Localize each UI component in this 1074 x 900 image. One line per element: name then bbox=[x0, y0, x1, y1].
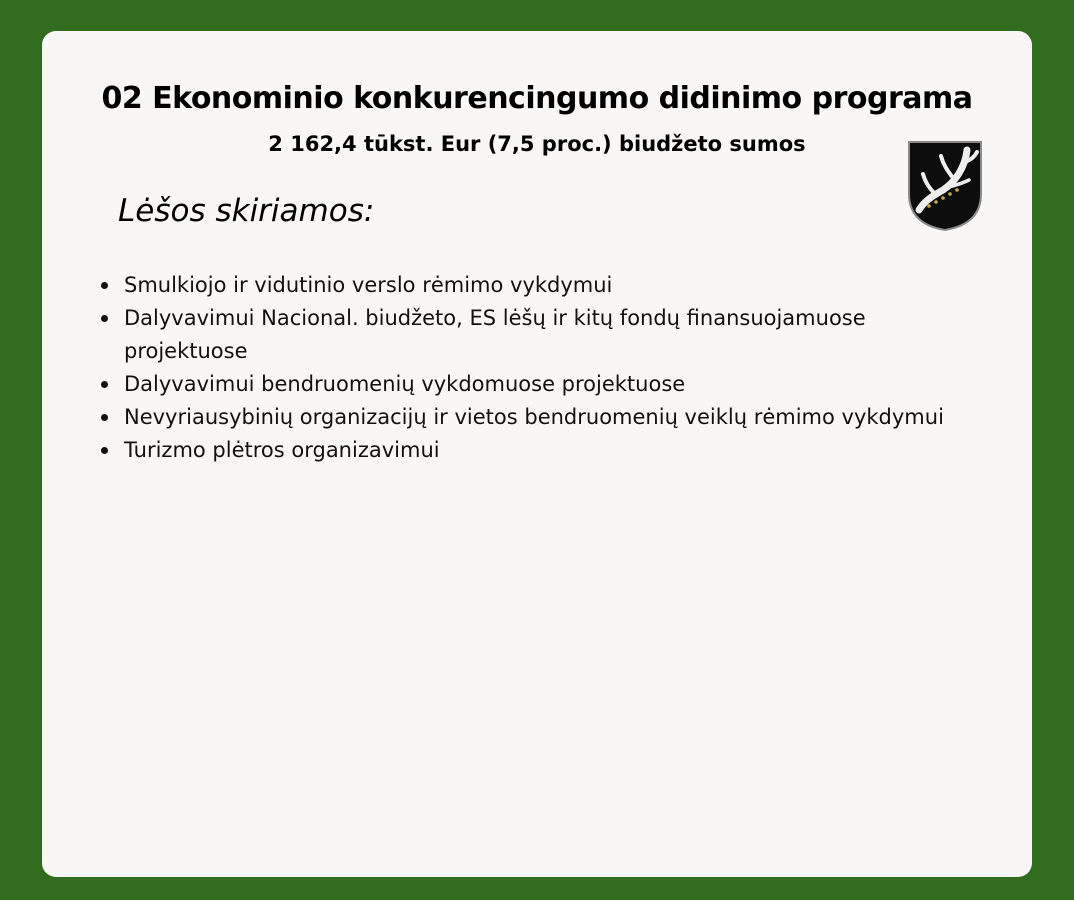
list-item: Turizmo plėtros organizavimui bbox=[94, 434, 954, 467]
list-item: Dalyvavimui bendruomenių vykdomuose projektuose bbox=[94, 368, 954, 401]
list-item: Nevyriausybinių organizacijų ir vietos bendruomenių veiklų rėmimo vykdymui bbox=[94, 401, 954, 434]
budget-subtitle: 2 162,4 tūkst. Eur (7,5 proc.) biudžeto sumos bbox=[268, 132, 806, 156]
allocation-list bbox=[94, 269, 954, 467]
list-item: Dalyvavimui Nacional. biudžeto, ES lėšų ir kitų fondų finansuojamuose projektuose bbox=[94, 302, 954, 368]
list-item: Smulkiojo ir vidutinio verslo rėmimo vykdymui bbox=[94, 269, 954, 302]
coat-of-arms-icon bbox=[907, 140, 983, 232]
intro-heading: Lėšos skiriamos: bbox=[118, 193, 375, 229]
page-title: 02 Ekonominio konkurencingumo didinimo programa bbox=[101, 81, 973, 116]
content-card bbox=[42, 31, 1032, 877]
